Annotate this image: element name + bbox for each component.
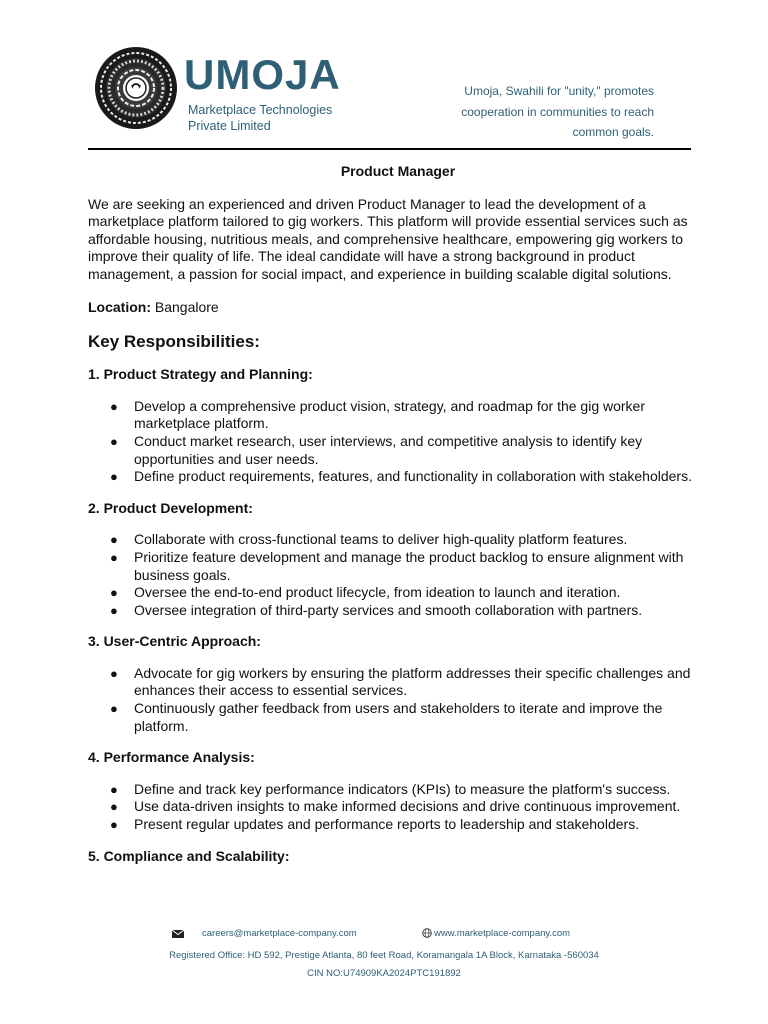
footer-address: Registered Office: HD 592, Prestige Atlanta, 80 feet Road, Koramangala 1A Block, Karnataka -560034 (169, 950, 599, 961)
list-item-text: Advocate for gig workers by ensuring the platform addresses their specific challenges and enhances their access to essential services. (134, 664, 691, 699)
tagline-line2: cooperation in communities to reach (461, 104, 654, 119)
bullet-icon: ● (110, 665, 118, 681)
list-item (88, 700, 708, 735)
bullet-list (88, 398, 708, 486)
list-item-text: Oversee the end-to-end product lifecycle, from ideation to launch and iteration. (134, 584, 621, 601)
responsibility-section (88, 848, 708, 866)
list-item (88, 602, 708, 620)
bullet-icon: ● (110, 469, 118, 485)
company-subtitle (188, 102, 332, 134)
list-item-text: Oversee integration of third-party services and smooth collaboration with partners. (134, 601, 643, 618)
list-item-text: Use data-driven insights to make informed decisions and drive continuous improvement. (134, 798, 681, 815)
list-item (88, 665, 708, 700)
job-description (88, 163, 708, 879)
company-subtitle-line2: Private Limited (188, 119, 271, 133)
section-title: 1. Product Strategy and Planning: (88, 366, 313, 383)
bullet-icon: ● (110, 532, 118, 548)
list-item-text: Prioritize feature development and manage the product backlog to ensure alignment with business goals. (134, 548, 684, 583)
list-item (88, 584, 708, 602)
list-item-text: Define and track key performance indicators (KPIs) to measure the platform's success. (134, 780, 671, 797)
globe-icon (422, 928, 432, 938)
bullet-icon: ● (110, 585, 118, 601)
footer-contact (172, 928, 602, 944)
list-item-text: Develop a comprehensive product vision, strategy, and roadmap for the gig worker marketplace platform. (134, 397, 646, 432)
bullet-icon: ● (110, 799, 118, 815)
section-title: 4. Performance Analysis: (88, 749, 255, 766)
list-item (88, 781, 708, 799)
letterhead (88, 44, 692, 144)
list-item-text: Present regular updates and performance reports to leadership and stakeholders. (134, 816, 640, 833)
location-label: Location: (88, 298, 151, 315)
responsibility-section (88, 749, 708, 833)
bullet-icon: ● (110, 433, 118, 449)
bullet-icon: ● (110, 602, 118, 618)
envelope-icon (172, 930, 184, 938)
list-item (88, 531, 708, 549)
bullet-icon: ● (110, 549, 118, 565)
section-title: 5. Compliance and Scalability: (88, 847, 290, 864)
bullet-icon: ● (110, 781, 118, 797)
brand-name: UMOJA (184, 51, 341, 98)
list-item (88, 433, 708, 468)
footer-email-link[interactable]: careers@marketplace-company.com (202, 928, 357, 939)
bullet-icon: ● (110, 701, 118, 717)
job-intro: We are seeking an experienced and driven Product Manager to lead the development of a marketplace platform tailored to gig workers. This platform will provide essential services such as affordable housing, nutritious meals, and comprehensive healthcare, empowering gig workers to improve their quality of life. The ideal candidate will have a strong background in product management, a passion for social impact, and experience in building scalable digital solutions. (88, 195, 688, 282)
footer-cin: CIN NO:U74909KA2024PTC191892 (307, 968, 461, 979)
company-subtitle-line1: Marketplace Technologies (188, 103, 333, 117)
section-title: 3. User-Centric Approach: (88, 633, 261, 650)
section-title: 2. Product Development: (88, 499, 253, 516)
tagline-line3: common goals. (572, 125, 654, 139)
list-item (88, 398, 708, 433)
responsibilities-heading: Key Responsibilities: (88, 332, 260, 352)
list-item (88, 549, 708, 584)
list-item-text: Define product requirements, features, and functionality in collaboration with stakeholders. (134, 468, 692, 485)
tagline (414, 81, 654, 143)
responsibility-section (88, 366, 708, 486)
responsibility-section (88, 500, 708, 620)
bullet-list (88, 665, 708, 735)
list-item-text: Collaborate with cross-functional teams to deliver high-quality platform features. (134, 531, 628, 548)
list-item (88, 798, 708, 816)
list-item-text: Continuously gather feedback from users and stakeholders to iterate and improve the platform. (134, 700, 663, 734)
header-divider (88, 148, 691, 150)
tagline-line1: Umoja, Swahili for "unity," promotes (464, 84, 654, 98)
list-item-text: Conduct market research, user interviews, and competitive analysis to identify key opportunities and user needs. (134, 432, 643, 467)
bullet-list (88, 531, 708, 619)
list-item (88, 468, 708, 486)
list-item (88, 816, 708, 834)
bullet-icon: ● (110, 817, 118, 833)
location (88, 299, 708, 317)
umoja-logo (94, 46, 178, 130)
bullet-icon: ● (110, 398, 118, 414)
footer-website-link[interactable]: www.marketplace-company.com (434, 928, 571, 939)
job-title: Product Manager (340, 163, 456, 179)
bullet-list (88, 781, 708, 834)
responsibility-section (88, 633, 708, 735)
location-value: Bangalore (154, 298, 219, 315)
